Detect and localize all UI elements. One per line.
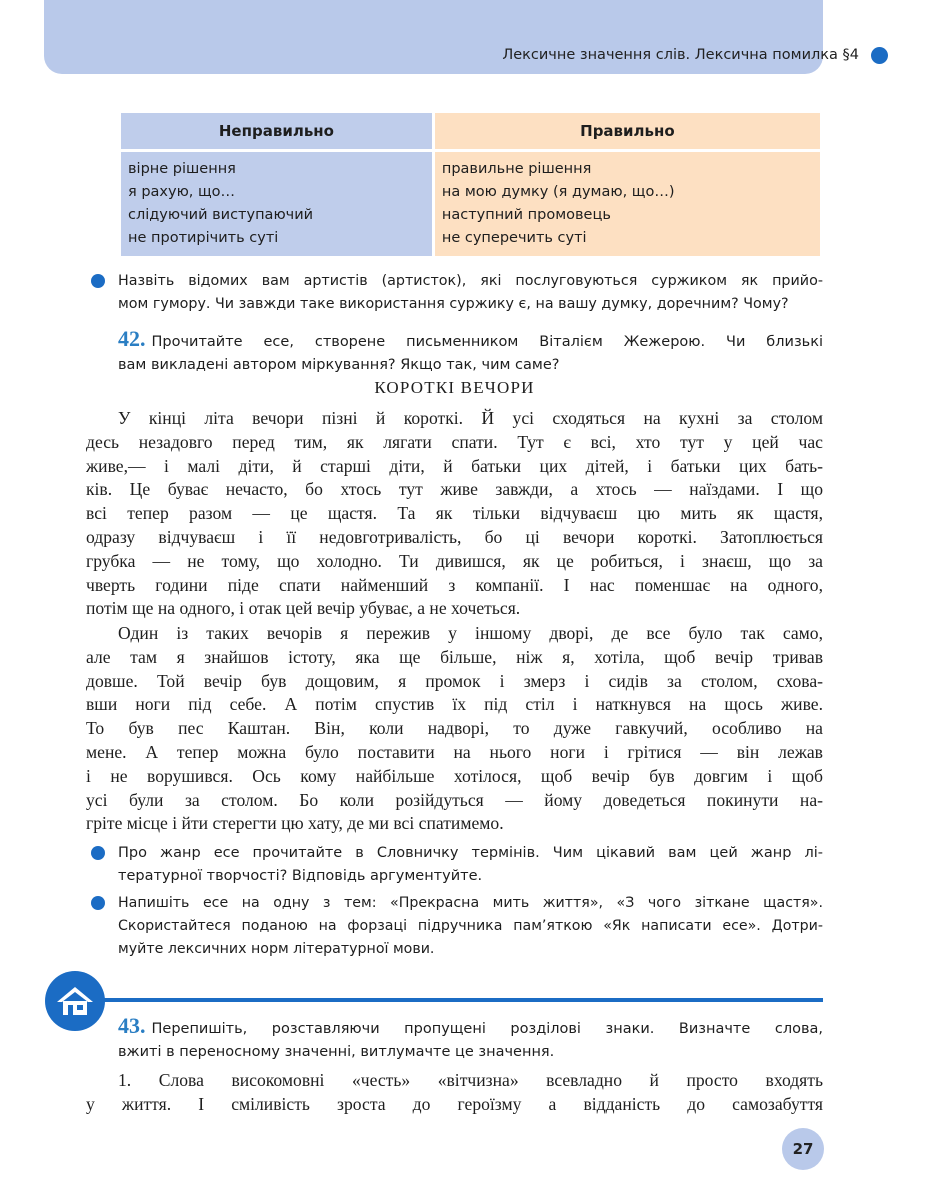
running-head-text: Лексичне значення слів. Лексична помилка §4	[502, 47, 859, 63]
lexical-errors-table	[118, 113, 823, 256]
home-icon	[45, 971, 105, 1031]
bullet-line: мом гумору. Чи завжди таке використання суржику є, на вашу думку, доречним? Чому?	[118, 296, 789, 312]
essay-line: всі тепер разом — це щастя. Та як тільки відчуваєш цю мить як щастя,	[86, 503, 823, 524]
running-head	[502, 45, 888, 65]
section-divider	[100, 998, 823, 1002]
essay-line: і не ворушився. Ось кому найбільше хотілося, щоб вечір був довгим і щоб	[86, 765, 823, 786]
bullet-icon	[91, 896, 105, 910]
exercise-text: вжиті в переносному значенні, витлумачте це значення.	[118, 1044, 555, 1060]
exercise-42	[118, 327, 823, 377]
essay-line: одразу відчуваєш і її недовготривалість, бо ці вечори короткі. Затоплюється	[86, 526, 823, 547]
page-number: 27	[782, 1128, 824, 1170]
bullet-question-2	[118, 842, 823, 888]
essay-line: довше. Той вечір був дощовим, я промок і змерз і сидів за столом, схова-	[86, 670, 823, 691]
right-item: на мою думку (я думаю, що…)	[441, 184, 675, 200]
essay-line: гріте місце і йти стерегти цю хату, де ми всі спатимемо.	[86, 813, 504, 834]
essay-line: усі були за столом. Бо коли розійдуться — йому доведеться покинути на-	[86, 789, 823, 810]
wrong-column	[121, 149, 432, 256]
bullet-question-3	[118, 892, 823, 961]
essay-line: Один із таких вечорів я пережив у іншому дворі, де все було так само,	[118, 623, 823, 643]
wrong-item: вірне рішення	[128, 161, 236, 177]
essay-line: живе,— і малі діти, й старші діти, й батьки цих дітей, і батьки цих бать-	[86, 455, 823, 476]
exercise-text: вам викладені автором міркування? Якщо так, чим саме?	[118, 357, 560, 373]
exercise-text: Прочитайте есе, створене письменником Віталієм Жежерою. Чи близькі	[151, 334, 823, 350]
bullet-line: Скористайтеся поданою на форзаці підручника пам’яткою «Як написати есе». Дотри-	[118, 918, 823, 934]
exercise-line: у життя. І сміливість зроста до героїзму а відданість до самозабуття	[86, 1093, 823, 1114]
right-column	[435, 149, 820, 256]
essay-line: потім ще на одного, і отак цей вечір убуває, а не хочеться.	[86, 598, 521, 619]
bullet-icon	[91, 274, 105, 288]
bullet-line: Назвіть відомих вам артистів (артисток), які послуговуються суржиком як прийо-	[118, 273, 823, 289]
header-right: Правильно	[435, 113, 820, 149]
essay-title: КОРОТКІ ВЕЧОРИ	[374, 378, 535, 397]
essay-line: десь незадовго перед тим, як лягати спати. Тут є всі, хто тут у цей час	[86, 431, 823, 452]
bullet-line: Напишіть есе на одну з тем: «Прекрасна мить життя», «З чого зіткане щастя».	[118, 895, 823, 911]
bullet-line: тературної творчості? Відповідь аргументуйте.	[118, 868, 483, 884]
essay-line: вши ноги під себе. А потім спустив їх під стіл і наткнувся на щось живе.	[86, 694, 823, 715]
essay-paragraph-1	[86, 407, 823, 621]
essay-line: То був пес Каштан. Він, коли надворі, то дуже гавкучий, особливо на	[86, 718, 823, 739]
exercise-line: 1. Слова високомовні «честь» «вітчизна» всевладно й просто входять	[118, 1070, 823, 1090]
bullet-line: Про жанр есе прочитайте в Словничку термінів. Чим цікавий вам цей жанр лі-	[118, 845, 823, 861]
exercise-number: 42.	[118, 326, 146, 351]
essay-line: грубка — не тому, що холодно. Ти дивишся, як це робиться, і знаєш, що за	[86, 550, 823, 571]
essay-paragraph-2	[86, 622, 823, 836]
header-wrong: Неправильно	[121, 113, 432, 149]
essay-line: мене. А тепер можна було поставити на нього ноги і грітися — він лежав	[86, 741, 823, 762]
exercise-number: 43.	[118, 1013, 146, 1038]
right-item: не суперечить суті	[441, 230, 587, 246]
dot-icon	[871, 47, 888, 64]
essay-line: але там я знайшов істоту, яка ще більше, ніж я, хотіла, щоб вечір тривав	[86, 646, 823, 667]
essay-line: ків. Це буває нечасто, бо хтось тут живе завжди, а хтось — наїздами. І що	[86, 479, 823, 500]
wrong-item: я рахую, що…	[128, 184, 236, 200]
essay-line: чверть години піде спати найменший з компанії. І нас поменшає на одного,	[86, 574, 823, 595]
essay-line: У кінці літа вечори пізні й короткі. Й усі сходяться на кухні за столом	[118, 408, 823, 428]
exercise-43-text	[86, 1069, 823, 1117]
bullet-line: муйте лексичних норм літературної мови.	[118, 941, 435, 957]
bullet-icon	[91, 846, 105, 860]
right-item: правильне рішення	[441, 161, 592, 177]
wrong-item: не протирічить суті	[128, 230, 279, 246]
exercise-text: Перепишіть, розставляючи пропущені розділові знаки. Визначте слова,	[151, 1021, 823, 1037]
wrong-item: слідуючий виступаючий	[128, 207, 314, 223]
exercise-43	[118, 1014, 823, 1064]
right-item: наступний промовець	[441, 207, 611, 223]
bullet-question-1	[118, 270, 823, 316]
